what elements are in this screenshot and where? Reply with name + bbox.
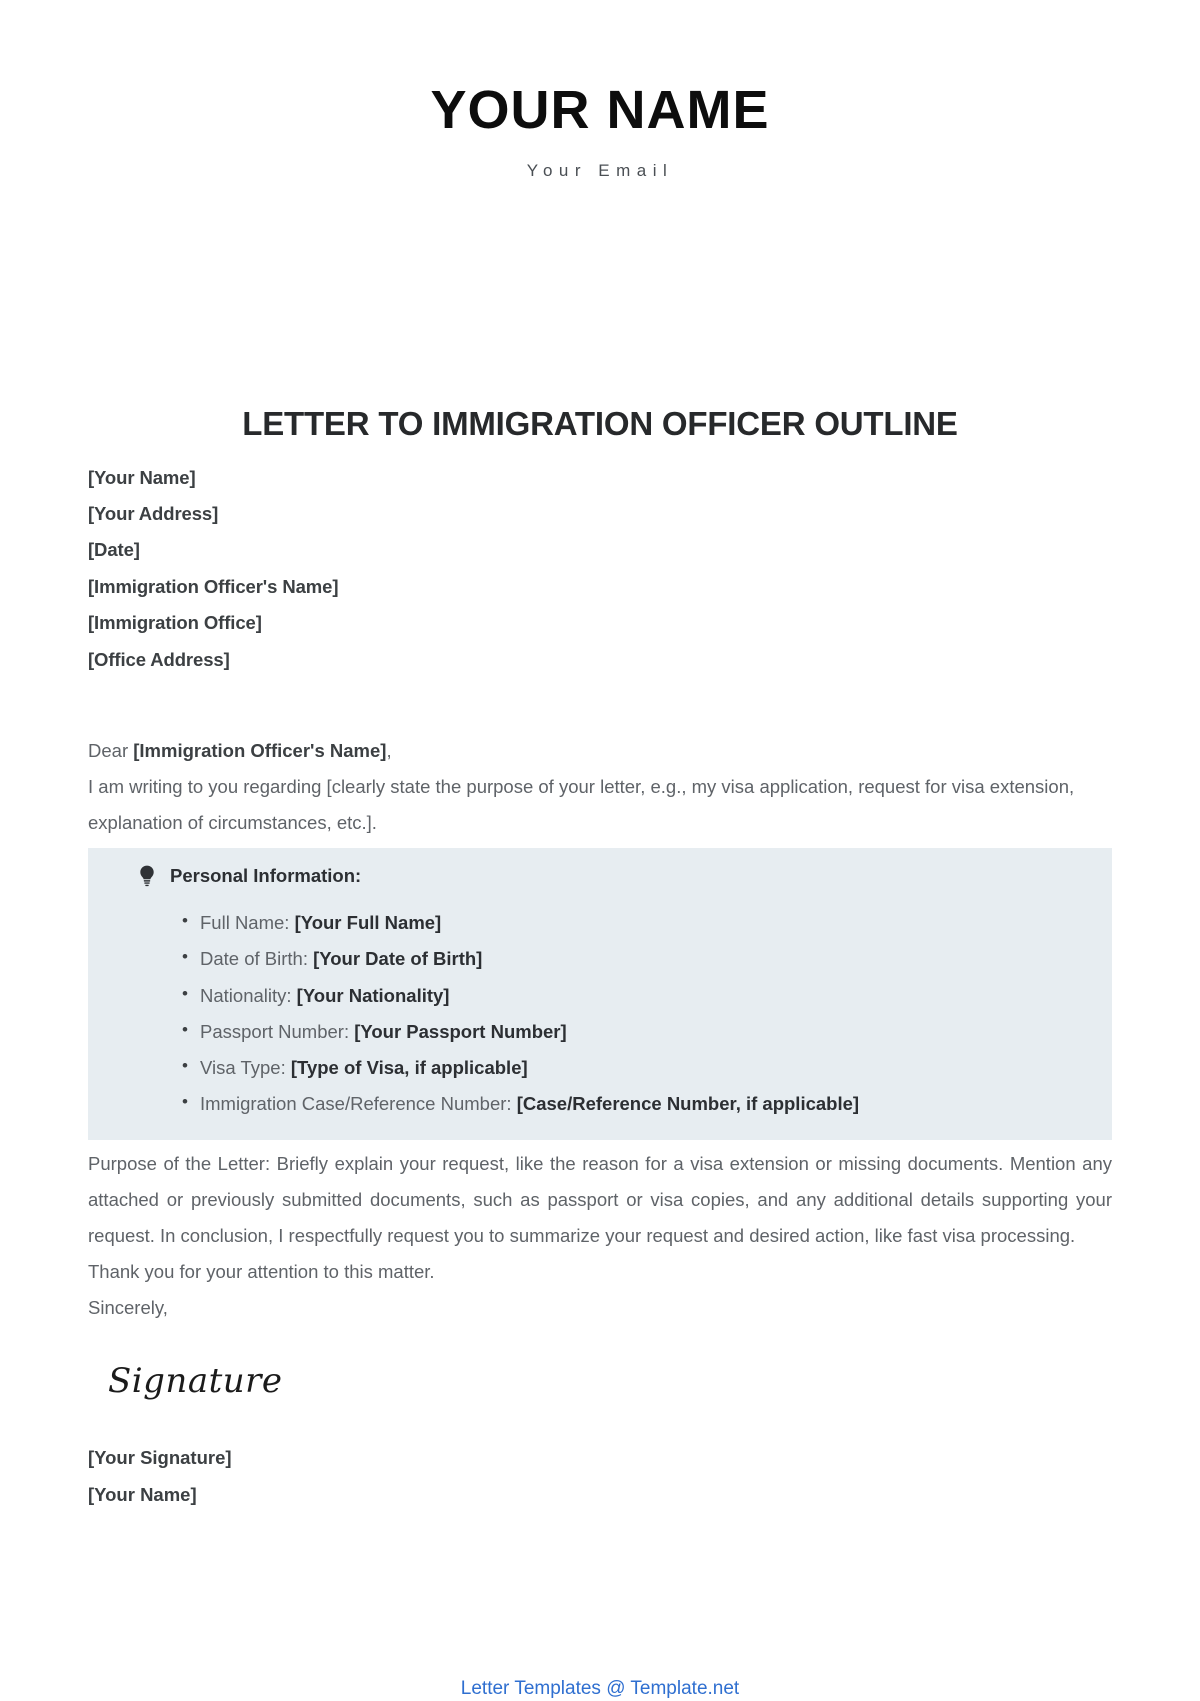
list-item-label: Date of Birth:	[200, 948, 314, 970]
letterhead-name: YOUR NAME	[430, 80, 770, 140]
personal-information-list	[114, 905, 1086, 1121]
list-item-value: [Your Full Name]	[294, 912, 442, 934]
list-item-value: [Your Date of Birth]	[313, 948, 483, 970]
salutation-greeting: Dear	[88, 740, 134, 762]
list-item-label: Nationality:	[200, 984, 297, 1006]
list-item-value: [Your Nationality]	[296, 984, 450, 1006]
footer-link[interactable]: Letter Templates @ Template.net	[460, 1678, 740, 1699]
list-item	[182, 905, 1086, 941]
address-line: [Office Address]	[88, 648, 230, 670]
letterhead	[0, 0, 1200, 181]
tip-box-header	[114, 864, 1086, 889]
intro-paragraph: I am writing to you regarding [clearly state the purpose of your letter, e.g., my visa application, request for visa extension, explanation of circumstances, etc.].	[88, 776, 1075, 834]
list-item-label: Immigration Case/Reference Number:	[200, 1092, 517, 1114]
list-item-value: [Type of Visa, if applicable]	[290, 1056, 528, 1078]
address-line: [Your Address]	[88, 503, 219, 525]
body-paragraph: Purpose of the Letter: Briefly explain your request, like the reason for a visa extension or missing documents. Mention any attached or previously submitted documents, such as passport or visa copies, and any additional details supporting your request. In conclusion, I respectfully request you to summarize your request and desired action, like fast visa processing.	[88, 1152, 1112, 1246]
lightbulb-icon	[138, 865, 156, 887]
list-item	[182, 941, 1086, 977]
list-item	[182, 1014, 1086, 1050]
letter-body	[88, 404, 1112, 1513]
list-item	[182, 1050, 1086, 1086]
signature-script: Signature	[108, 1361, 283, 1402]
list-item-label: Full Name:	[200, 912, 295, 934]
thank-you-line: Thank you for your attention to this matter.	[88, 1260, 435, 1282]
list-item	[182, 978, 1086, 1014]
letterhead-email: Your Email	[526, 161, 674, 181]
address-line: [Date]	[88, 539, 140, 561]
list-item-label: Visa Type:	[200, 1056, 291, 1078]
closing-line: Sincerely,	[88, 1297, 168, 1318]
tip-box-title: Personal Information:	[170, 865, 362, 887]
salutation	[88, 733, 1112, 769]
address-line: [Immigration Office]	[88, 612, 262, 634]
personal-information-box	[88, 848, 1112, 1139]
list-item	[182, 1086, 1086, 1122]
sign-off-line: [Your Name]	[88, 1483, 197, 1505]
page-title: LETTER TO IMMIGRATION OFFICER OUTLINE	[242, 405, 958, 442]
list-item-label: Passport Number:	[200, 1020, 355, 1042]
address-line: [Immigration Officer's Name]	[88, 575, 339, 597]
footer	[0, 1678, 1200, 1701]
salutation-comma: ,	[386, 740, 392, 762]
list-item-value: [Case/Reference Number, if applicable]	[516, 1092, 860, 1114]
sign-off-block	[88, 1440, 1112, 1513]
address-block	[88, 460, 1112, 679]
address-line: [Your Name]	[88, 466, 196, 488]
sign-off-line: [Your Signature]	[88, 1447, 232, 1469]
salutation-recipient: [Immigration Officer's Name]	[133, 740, 387, 762]
list-item-value: [Your Passport Number]	[354, 1020, 567, 1042]
